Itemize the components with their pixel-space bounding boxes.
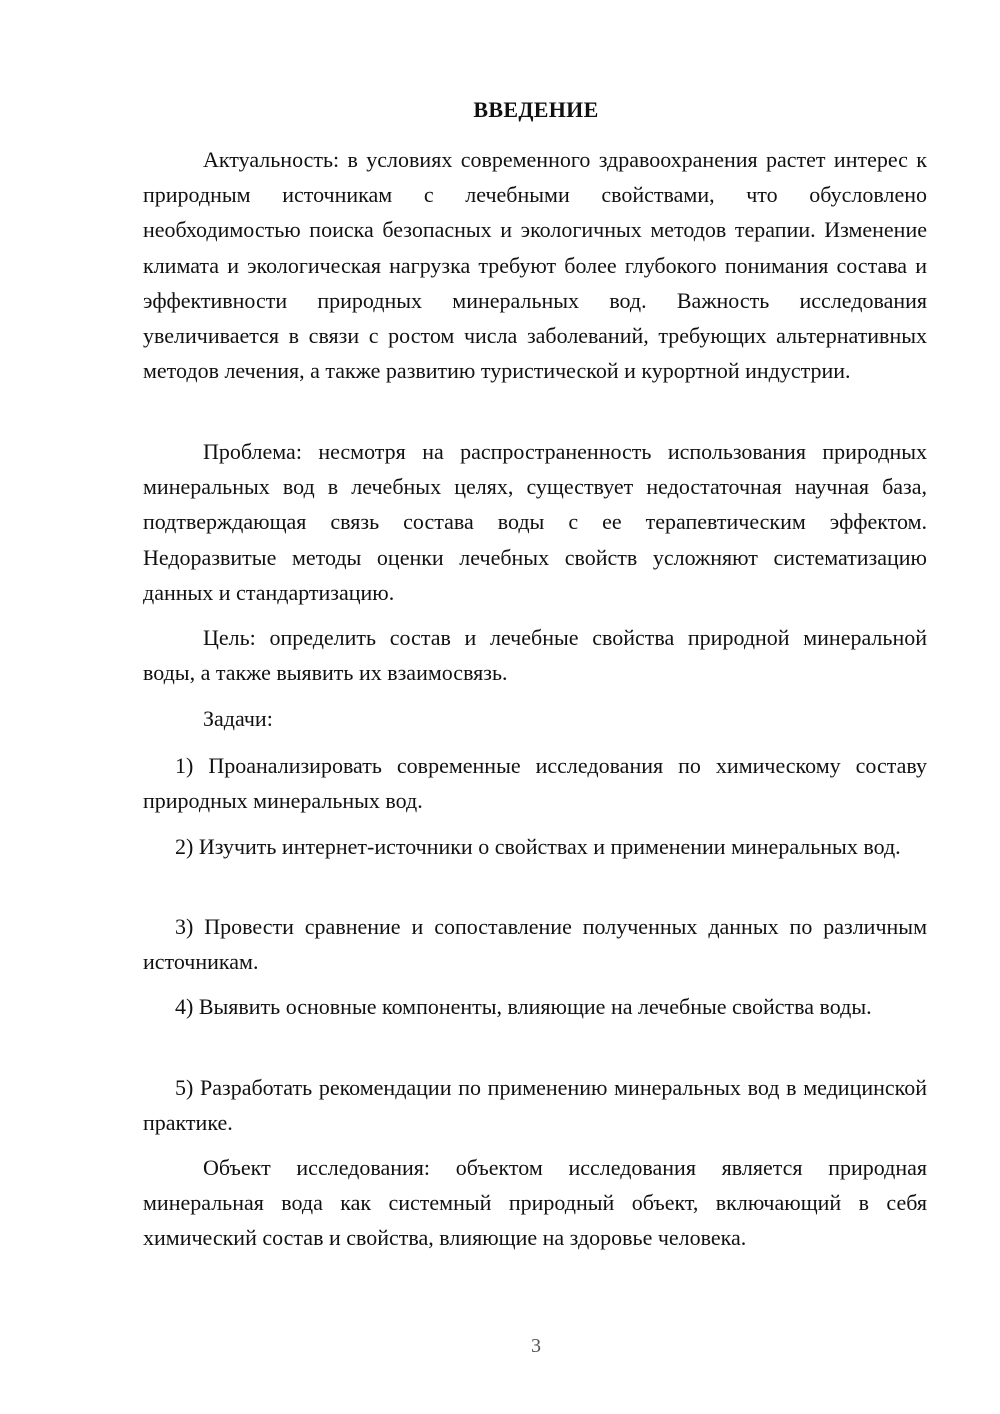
relevance-paragraph: Актуальность: в условиях современного здравоохранения растет интерес к природным источникам с лечебными свойствами, что обусловлено необходимостью поиска безопасных и экологичных методов терапии. Изменение климата и экологическая нагрузка требуют более глубокого понимания состава и эффективности природных минеральных вод. Важность исследования увеличивается в связи с ростом числа заболеваний, требующих альтернативных методов лечения, а также развитию туристической и курортной индустрии. [143, 147, 927, 384]
task-item: 5) Разработать рекомендации по применению минеральных вод в медицинской практике. [143, 1075, 927, 1136]
object-paragraph: Объект исследования: объектом исследования является природная минеральная вода как системный природный объект, включающий в себя химический состав и свойства, влияющие на здоровье человека. [143, 1155, 927, 1251]
task-item: 3) Провести сравнение и сопоставление полученных данных по различным источникам. [143, 914, 927, 975]
goal-paragraph: Цель: определить состав и лечебные свойства природной минеральной воды, а также выявить их взаимосвязь. [143, 625, 927, 686]
problem-paragraph: Проблема: несмотря на распространенность использования природных минеральных вод в лечебных целях, существует недостаточная научная база, подтверждающая связь состава воды с ее терапевтическим эффектом. Недоразвитые методы оценки лечебных свойств усложняют систематизацию данных и стандартизацию. [143, 439, 927, 605]
section-heading: ВВЕДЕНИЕ [473, 97, 599, 122]
task-item: 1) Проанализировать современные исследования по химическому составу природных минеральных вод. [143, 753, 927, 814]
task-item: 2) Изучить интернет-источники о свойствах и применении минеральных вод. [175, 834, 901, 859]
task-item: 4) Выявить основные компоненты, влияющие на лечебные свойства воды. [175, 994, 872, 1019]
page-number: 3 [531, 1335, 541, 1357]
tasks-label: Задачи: [203, 706, 273, 731]
